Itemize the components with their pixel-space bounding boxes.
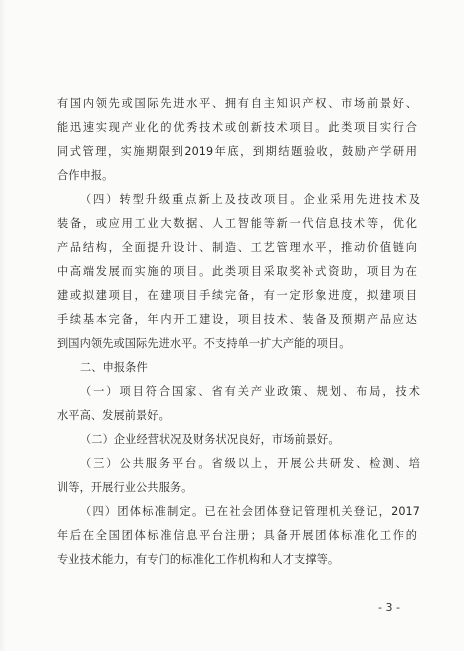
condition-item-line: 年后在全国团体标准信息平台注册；具备开展团体标准化工作的: [57, 529, 417, 542]
page-edge-shadow: [0, 0, 6, 651]
paragraph-line: 中高端发展而实施的项目。此类项目采取奖补式资助，项目为在: [57, 265, 417, 278]
paragraph-line: 装备，或应用工业大数据、人工智能等新一代信息技术等，优化: [57, 217, 417, 230]
section-heading-line: （四）转型升级重点新上及技改项目。企业采用先进技术及: [80, 193, 420, 206]
condition-item-line: （三）公共服务平台。省级以上，开展公共研发、检测、培: [80, 457, 420, 470]
condition-item-line: 专业技术能力，有专门的标准化工作机构和人才支撑等。: [57, 553, 340, 566]
paragraph-line: 合作申报。: [57, 169, 114, 182]
paragraph-line: 到国内领先或国际先进水平。不支持单一扩大产能的项目。: [57, 337, 351, 350]
paragraph-line: 产品结构，全面提升设计、制造、工艺管理水平，推动价值链向: [57, 241, 417, 254]
paragraph-line: 能迅速实现产业化的优秀技术或创新技术项目。此类项目实行合: [57, 121, 417, 134]
condition-item-line: 水平高、发展前景好。: [57, 409, 170, 422]
paragraph-line: 同式管理，实施期限到2019年底，到期结题验收，鼓励产学研用: [57, 145, 417, 158]
paragraph-line: 建或拟建项目，在建项目手续完备，有一定形象进度，拟建项目: [57, 289, 417, 302]
section-title: 二、申报条件: [80, 361, 148, 374]
paragraph-line: 有国内领先或国际先进水平、拥有自主知识产权、市场前景好、: [57, 97, 417, 110]
condition-item-line: （一）项目符合国家、省有关产业政策、规划、布局，技术: [80, 385, 420, 398]
paragraph-line: 手续基本完备，年内开工建设，项目技术、装备及预期产品应达: [57, 313, 417, 326]
condition-item-line: （二）企业经营状况及财务状况良好，市场前景好。: [80, 433, 340, 446]
page-number: - 3 -: [378, 601, 400, 614]
condition-item-line: 训等，开展行业公共服务。: [57, 481, 193, 494]
condition-item-line: （四）团体标准制定。已在社会团体登记管理机关登记，2017: [80, 505, 420, 518]
